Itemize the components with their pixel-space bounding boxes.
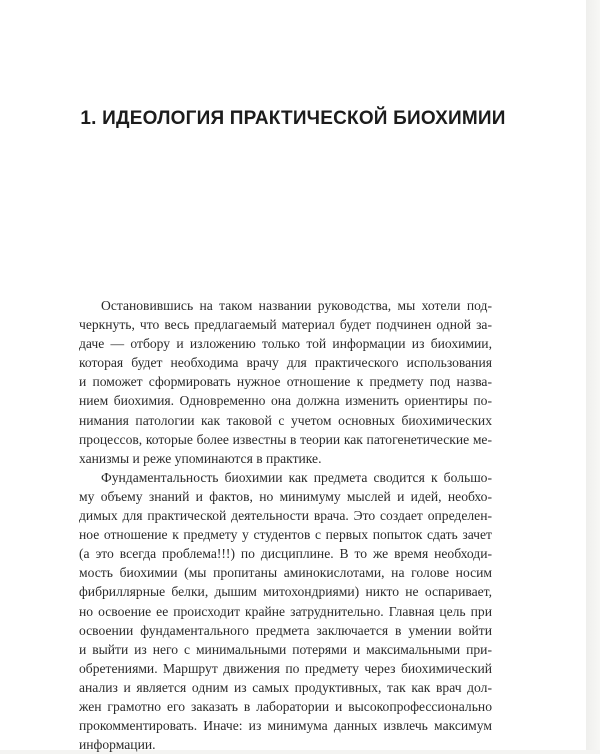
text-line: прокомментировать. Иначе: из минимума данных извлечь максимум	[79, 718, 492, 734]
text-line: ное отношение к предмету у студентов с первых попыток сдать зачет	[79, 527, 492, 543]
text-line: мость биохимии (мы пропитаны аминокислотами, на голове носим	[79, 565, 492, 581]
text-line: ханизмы и реже упоминаются в практике.	[79, 450, 322, 466]
text-line: и выйти из него с минимальными потерями и максимальными при-	[79, 641, 492, 657]
text-line: димых для практической деятельности врача. Это создает определен-	[79, 508, 492, 524]
text-line: и поможет сформировать нужное отношение к предмету под назва-	[79, 374, 492, 390]
text-line: нимания патологии как таковой с учетом основных биохимических	[79, 412, 492, 428]
text-line: черкнуть, что весь предлагаемый материал будет подчинен одной за-	[79, 317, 492, 333]
chapter-title: 1. ИДЕОЛОГИЯ ПРАКТИЧЕСКОЙ БИОХИМИИ	[80, 108, 506, 129]
text-line: (а это всегда проблема!!!) по дисциплине. В то же время необходи-	[79, 546, 492, 562]
page-edge	[586, 0, 600, 750]
text-line: жен грамотно его заказать в лаборатории и высокопрофессионально	[79, 698, 492, 714]
text-line: процессов, которые более известны в теории как патогенетические ме-	[79, 431, 492, 447]
text-line: но освоение ее происходит крайне затруднительно. Главная цель при	[79, 603, 492, 619]
text-line: анализ и является одним из самых продуктивных, так как врач дол-	[79, 679, 492, 695]
text-line: которая будет необходима врачу для практического использования	[79, 355, 492, 371]
text-line: даче — отбору и изложению только той информации из биохимии,	[79, 336, 492, 352]
text-line: Фундаментальность биохимии как предмета сводится к большо-	[101, 469, 492, 485]
text-line: освоении фундаментального предмета заключается в умении войти	[79, 622, 492, 638]
text-line: Остановившись на таком названии руководства, мы хотели под-	[101, 298, 492, 313]
body-text	[79, 296, 492, 754]
text-line: нием биохимия. Одновременно она должна изменить ориентиры по-	[79, 393, 492, 409]
paragraph-2	[79, 468, 492, 754]
paragraph-1	[79, 296, 492, 468]
text-line: информации.	[79, 737, 156, 753]
text-line: му объему знаний и фактов, но минимуму мыслей и идей, необхо-	[79, 488, 492, 504]
text-line: фибриллярные белки, дышим митохондриями) никто не оспаривает,	[79, 584, 492, 600]
text-line: обретениями. Маршрут движения по предмету через биохимический	[79, 660, 492, 676]
